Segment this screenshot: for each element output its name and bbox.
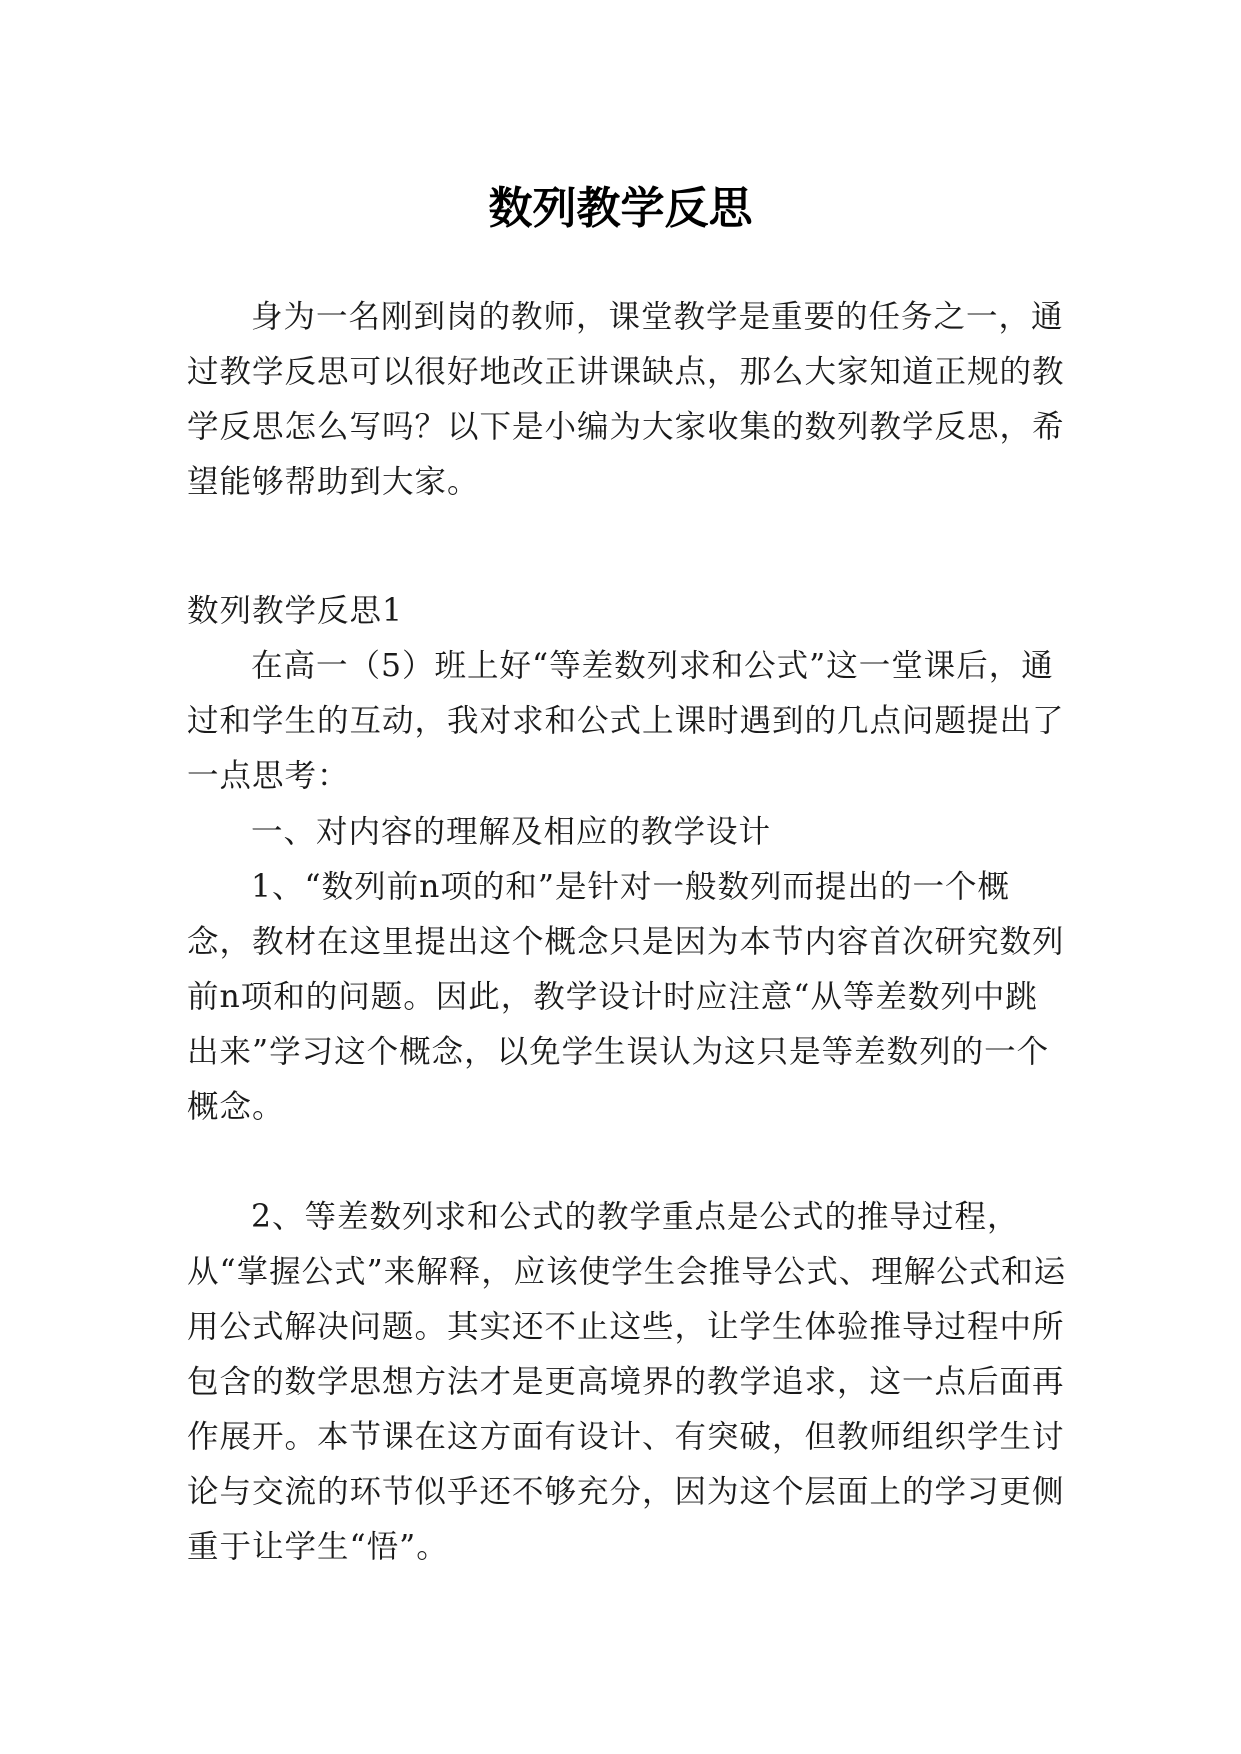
body-paragraph: 在高一（5）班上好“等差数列求和公式”这一堂课后，通过和学生的互动，我对求和公式上课时遇到的几点问题提出了一点思考：: [187, 648, 1065, 794]
body-paragraph: 2、等差数列求和公式的教学重点是公式的推导过程，从“掌握公式”来解释，应该使学生会推导公式、理解公式和运用公式解决问题。其实还不止这些，让学生体验推导过程中所包含的数学思想方法才是更高境界的教学追求，这一点后面再作展开。本节课在这方面有设计、有突破，但教师组织学生讨论与交流的环节似乎还不够充分，因为这个层面上的学习更侧重于让学生“悟”。: [187, 1199, 1067, 1565]
body-paragraph: 1、“数列前n项的和”是针对一般数列而提出的一个概念，教材在这里提出这个概念只是因为本节内容首次研究数列前n项和的问题。因此，教学设计时应注意“从等差数列中跳出来”学习这个概念，以免学生误认为这只是等差数列的一个概念。: [187, 869, 1065, 1125]
page-title: 数列教学反思: [488, 183, 753, 235]
intro-paragraph: 身为一名刚到岗的教师，课堂教学是重要的任务之一，通过教学反思可以很好地改正讲课缺点，那么大家知道正规的教学反思怎么写吗？以下是小编为大家收集的数列教学反思，希望能够帮助到大家。: [187, 299, 1065, 500]
subsection-heading: 一、对内容的理解及相应的教学设计: [251, 814, 772, 850]
section-heading: 数列教学反思1: [187, 593, 404, 629]
